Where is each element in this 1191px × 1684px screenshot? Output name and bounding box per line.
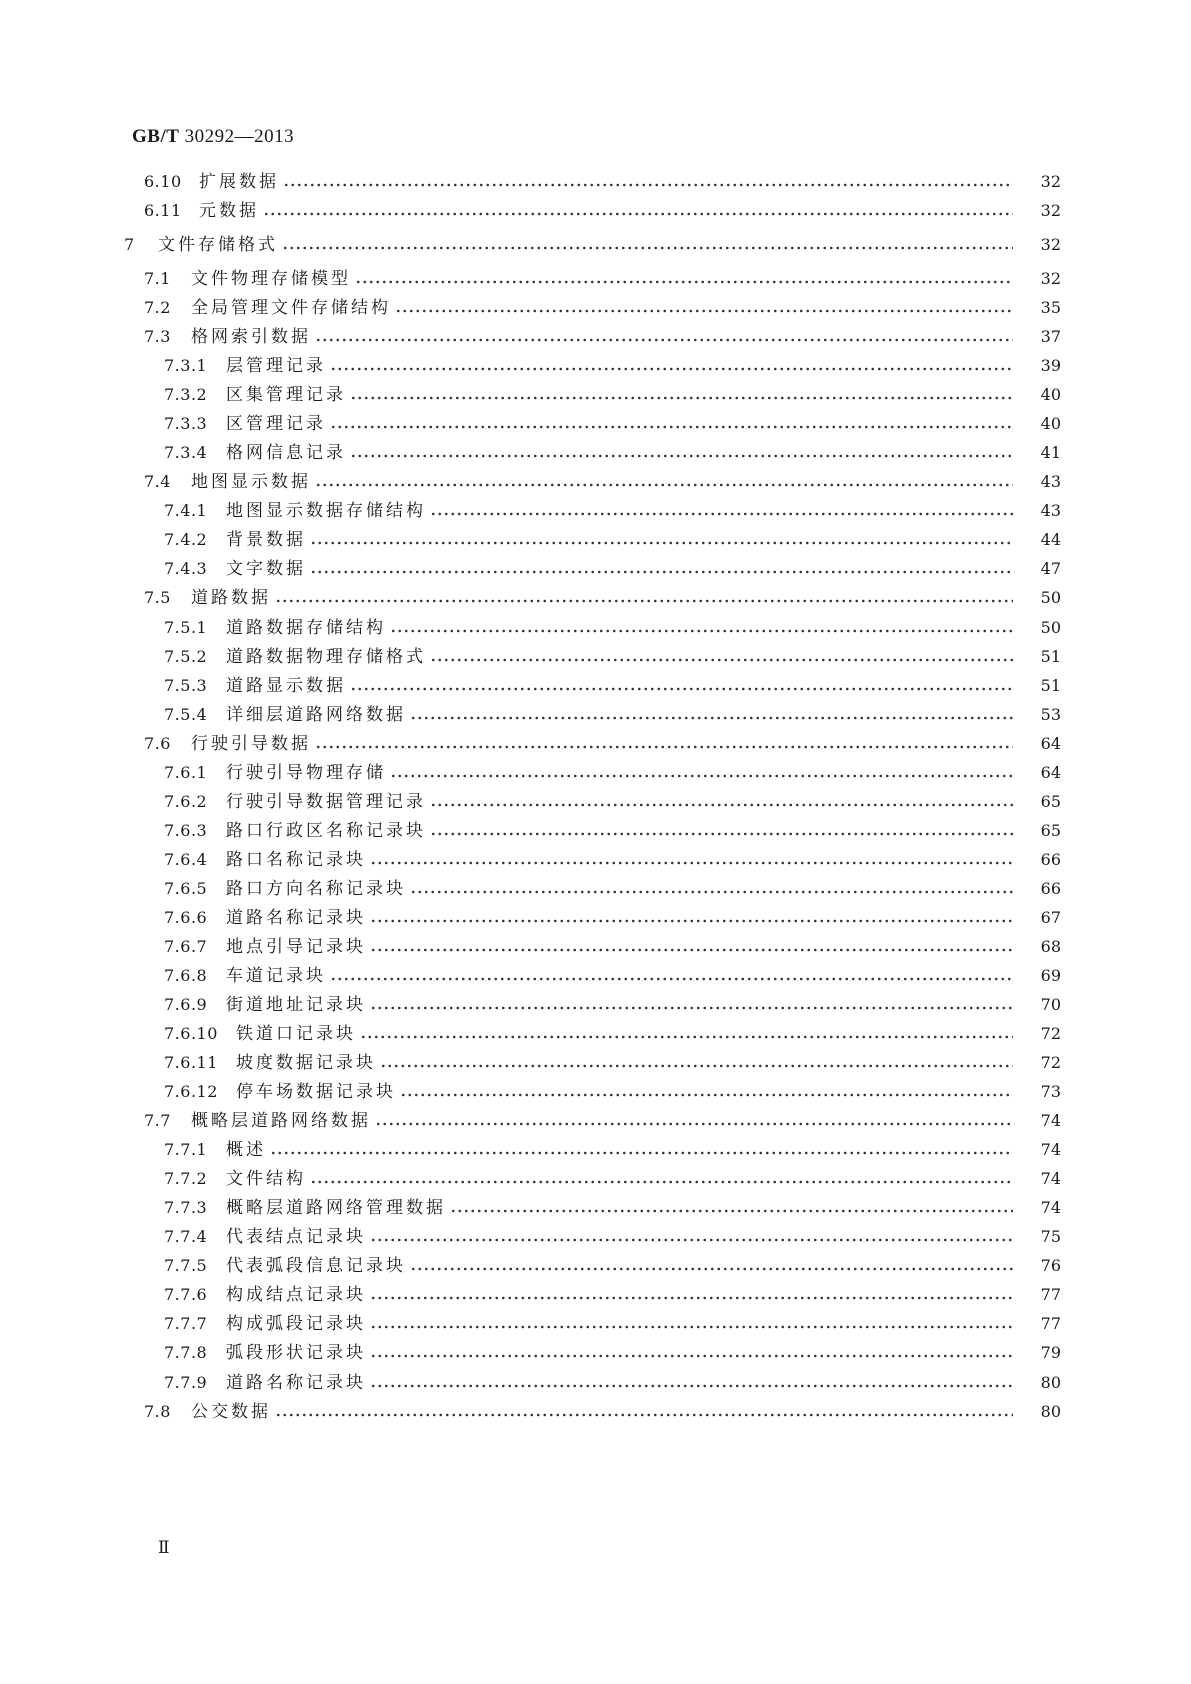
dot-leader <box>270 1151 1013 1155</box>
toc-entry-number: 7.4.3 <box>164 559 208 578</box>
toc-entry[interactable] <box>0 932 1191 958</box>
dot-leader <box>370 1296 1013 1300</box>
toc-entry-page: 72 <box>1040 1024 1061 1043</box>
toc-entry-title: 地点引导记录块 <box>226 937 366 957</box>
toc-entry-number: 6.11 <box>144 201 182 220</box>
toc-entry[interactable] <box>0 1193 1191 1219</box>
dot-leader <box>330 977 1013 981</box>
toc-entry-number: 7.3.2 <box>164 385 208 404</box>
dot-leader <box>395 309 1013 313</box>
toc-entry-number: 7.7 <box>144 1111 171 1130</box>
dot-leader <box>330 367 1013 371</box>
toc-entry-page: 43 <box>1040 472 1061 491</box>
toc-entry-page: 68 <box>1040 937 1061 956</box>
toc-entry-title: 概述 <box>226 1140 266 1160</box>
dot-leader <box>450 1209 1013 1213</box>
dot-leader <box>370 1238 1013 1242</box>
dot-leader <box>410 890 1013 894</box>
toc-entry-page: 53 <box>1040 705 1061 724</box>
toc-entry-number: 7.3.3 <box>164 414 208 433</box>
toc-entry[interactable] <box>0 1048 1191 1074</box>
toc-entry-page: 74 <box>1040 1169 1061 1188</box>
dot-leader <box>370 948 1013 952</box>
toc-entry-number: 7.3.1 <box>164 356 208 375</box>
toc-entry[interactable] <box>0 1251 1191 1277</box>
toc-entry-page: 77 <box>1040 1314 1061 1333</box>
toc-entry-page: 69 <box>1040 966 1061 985</box>
toc-entry-number: 7.4 <box>144 472 171 491</box>
toc-entry-number: 7.7.2 <box>164 1169 208 1188</box>
toc-entry-page: 65 <box>1040 792 1061 811</box>
toc-entry-title: 车道记录块 <box>226 966 326 986</box>
toc-entry-number: 7.7.5 <box>164 1256 208 1275</box>
toc-entry[interactable] <box>0 554 1191 580</box>
dot-leader <box>330 425 1013 429</box>
toc-entry-number: 7.7.6 <box>164 1285 208 1304</box>
dot-leader <box>410 716 1013 720</box>
toc-entry-number: 7.6.2 <box>164 792 208 811</box>
toc-entry-title: 区集管理记录 <box>226 385 346 405</box>
toc-entry-number: 7.5 <box>144 588 171 607</box>
toc-entry-number: 7.3 <box>144 327 171 346</box>
toc-entry-title: 路口方向名称记录块 <box>226 879 406 899</box>
toc-entry-number: 7.7.9 <box>164 1373 208 1392</box>
toc-entry-title: 地图显示数据 <box>191 472 311 492</box>
standard-number: 30292—2013 <box>184 126 295 147</box>
toc-entry-title: 道路名称记录块 <box>226 1373 366 1393</box>
toc-entry-number: 7.7.1 <box>164 1140 208 1159</box>
toc-entry[interactable] <box>0 903 1191 929</box>
dot-leader <box>283 183 1013 187</box>
toc-entry[interactable] <box>0 322 1191 348</box>
toc-entry-page: 40 <box>1040 385 1061 404</box>
toc-entry-number: 6.10 <box>144 172 182 191</box>
toc-entry-page: 72 <box>1040 1053 1061 1072</box>
dot-leader <box>310 1180 1013 1184</box>
dot-leader <box>410 1267 1013 1271</box>
toc-entry-page: 44 <box>1040 530 1061 549</box>
dot-leader <box>315 483 1013 487</box>
toc-entry-title: 文件存储格式 <box>158 235 278 255</box>
toc-entry-title: 公交数据 <box>191 1402 271 1422</box>
toc-entry[interactable] <box>0 1164 1191 1190</box>
dot-leader <box>310 570 1013 574</box>
toc-entry-number: 7.6.1 <box>164 763 208 782</box>
toc-entry-page: 51 <box>1040 647 1061 666</box>
toc-entry[interactable] <box>0 700 1191 726</box>
toc-entry-page: 79 <box>1040 1343 1061 1362</box>
toc-entry-title: 文字数据 <box>226 559 306 579</box>
toc-entry-page: 32 <box>1040 235 1061 254</box>
dot-leader <box>430 803 1013 807</box>
toc-entry-page: 65 <box>1040 821 1061 840</box>
dot-leader <box>350 454 1013 458</box>
dot-leader <box>370 861 1013 865</box>
dot-leader <box>370 1384 1013 1388</box>
toc-entry-page: 50 <box>1040 588 1061 607</box>
toc-entry[interactable] <box>0 496 1191 522</box>
toc-entry[interactable] <box>0 1077 1191 1103</box>
toc-entry-page: 32 <box>1040 172 1061 191</box>
toc-entry[interactable] <box>0 380 1191 406</box>
toc-entry-page: 70 <box>1040 995 1061 1014</box>
toc-entry[interactable] <box>0 1338 1191 1364</box>
toc-entry-title: 概略层道路网络数据 <box>191 1111 371 1131</box>
toc-entry-number: 7.5.3 <box>164 676 208 695</box>
toc-entry-title: 构成弧段记录块 <box>226 1314 366 1334</box>
toc-entry-title: 路口行政区名称记录块 <box>226 821 426 841</box>
toc-entry[interactable] <box>0 845 1191 871</box>
toc-entry-number: 7.6.8 <box>164 966 208 985</box>
toc-entry-title: 扩展数据 <box>199 172 279 192</box>
dot-leader <box>430 832 1013 836</box>
toc-entry[interactable] <box>0 787 1191 813</box>
toc-entry[interactable] <box>0 642 1191 668</box>
dot-leader <box>350 687 1013 691</box>
toc-entry[interactable] <box>0 583 1191 609</box>
toc-entry-title: 行驶引导物理存储 <box>226 763 386 783</box>
toc-entry-number: 7.6.12 <box>164 1082 218 1101</box>
toc-entry[interactable] <box>0 409 1191 435</box>
toc-entry-title: 道路显示数据 <box>226 676 346 696</box>
toc-entry-title: 区管理记录 <box>226 414 326 434</box>
toc-entry[interactable] <box>0 293 1191 319</box>
toc-entry-number: 7.6 <box>144 734 171 753</box>
dot-leader <box>370 1354 1013 1358</box>
toc-entry-title: 行驶引导数据管理记录 <box>226 792 426 812</box>
toc-entry[interactable] <box>0 816 1191 842</box>
toc-entry-title: 弧段形状记录块 <box>226 1343 366 1363</box>
dot-leader <box>390 629 1013 633</box>
toc-entry-number: 7.7.7 <box>164 1314 208 1333</box>
toc-entry-title: 构成结点记录块 <box>226 1285 366 1305</box>
toc-entry-page: 51 <box>1040 676 1061 695</box>
toc-entry-title: 代表弧段信息记录块 <box>226 1256 406 1276</box>
toc-entry-number: 7.6.7 <box>164 937 208 956</box>
toc-entry-number: 7.1 <box>144 269 171 288</box>
dot-leader <box>282 246 1013 250</box>
toc-entry-title: 道路名称记录块 <box>226 908 366 928</box>
toc-entry-title: 街道地址记录块 <box>226 995 366 1015</box>
toc-entry[interactable] <box>0 264 1191 290</box>
dot-leader <box>275 1413 1013 1417</box>
toc-entry-page: 76 <box>1040 1256 1061 1275</box>
toc-entry[interactable] <box>0 167 1191 193</box>
toc-entry-title: 格网索引数据 <box>191 327 311 347</box>
toc-entry-page: 64 <box>1040 763 1061 782</box>
toc-entry-page: 40 <box>1040 414 1061 433</box>
toc-entry-page: 80 <box>1040 1373 1061 1392</box>
toc-entry[interactable] <box>0 990 1191 1016</box>
dot-leader <box>400 1093 1013 1097</box>
toc-entry-number: 7.6.9 <box>164 995 208 1014</box>
dot-leader <box>360 1035 1013 1039</box>
dot-leader <box>275 599 1013 603</box>
toc-entry[interactable] <box>0 874 1191 900</box>
toc-entry-number: 7.2 <box>144 298 171 317</box>
toc-entry[interactable] <box>0 1397 1191 1423</box>
toc-entry[interactable] <box>0 1019 1191 1045</box>
toc-entry-page: 74 <box>1040 1198 1061 1217</box>
toc-entry-title: 代表结点记录块 <box>226 1227 366 1247</box>
dot-leader <box>430 658 1013 662</box>
toc-entry-page: 50 <box>1040 618 1061 637</box>
toc-entry-page: 39 <box>1040 356 1061 375</box>
toc-entry-page: 47 <box>1040 559 1061 578</box>
dot-leader <box>315 745 1013 749</box>
toc-entry-number: 7.6.3 <box>164 821 208 840</box>
toc-entry[interactable] <box>0 729 1191 755</box>
toc-entry-title: 地图显示数据存储结构 <box>226 501 426 521</box>
toc-entry-page: 35 <box>1040 298 1061 317</box>
toc-entry-title: 道路数据存储结构 <box>226 618 386 638</box>
toc-entry-title: 文件结构 <box>226 1169 306 1189</box>
toc-entry-page: 80 <box>1040 1402 1061 1421</box>
toc-entry-title: 坡度数据记录块 <box>236 1053 376 1073</box>
toc-entry-number: 7.4.2 <box>164 530 208 549</box>
toc-entry-number: 7.3.4 <box>164 443 208 462</box>
toc-entry-page: 74 <box>1040 1140 1061 1159</box>
dot-leader <box>370 919 1013 923</box>
toc-entry-page: 66 <box>1040 850 1061 869</box>
toc-entry[interactable] <box>0 1106 1191 1132</box>
dot-leader <box>390 774 1013 778</box>
toc-entry[interactable] <box>0 230 1191 256</box>
toc-entry-title: 停车场数据记录块 <box>236 1082 396 1102</box>
toc-entry[interactable] <box>0 1280 1191 1306</box>
toc-entry-page: 73 <box>1040 1082 1061 1101</box>
toc-entry-title: 道路数据物理存储格式 <box>226 647 426 667</box>
toc-entry-page: 41 <box>1040 443 1061 462</box>
toc-entry-number: 7.5.2 <box>164 647 208 666</box>
toc-entry-number: 7.6.5 <box>164 879 208 898</box>
toc-entry-page: 77 <box>1040 1285 1061 1304</box>
toc-entry-title: 格网信息记录 <box>226 443 346 463</box>
dot-leader <box>310 541 1013 545</box>
dot-leader <box>263 212 1013 216</box>
toc-entry-number: 7 <box>124 235 135 254</box>
toc-entry[interactable] <box>0 1222 1191 1248</box>
toc-entry-number: 7.6.11 <box>164 1053 218 1072</box>
toc-entry-number: 7.6.6 <box>164 908 208 927</box>
toc-entry-number: 7.5.1 <box>164 618 208 637</box>
dot-leader <box>380 1064 1013 1068</box>
standard-code: GB/T <box>132 126 180 147</box>
toc-entry[interactable] <box>0 467 1191 493</box>
dot-leader <box>370 1006 1013 1010</box>
toc-entry-number: 7.6.4 <box>164 850 208 869</box>
toc-entry-title: 道路数据 <box>191 588 271 608</box>
toc-entry-title: 行驶引导数据 <box>191 734 311 754</box>
toc-entry-title: 全局管理文件存储结构 <box>191 298 391 318</box>
toc-entry[interactable] <box>0 351 1191 377</box>
toc-entry[interactable] <box>0 438 1191 464</box>
toc-entry-title: 铁道口记录块 <box>236 1024 356 1044</box>
toc-entry-title: 文件物理存储模型 <box>191 269 351 289</box>
toc-entry-page: 64 <box>1040 734 1061 753</box>
toc-entry[interactable] <box>0 671 1191 697</box>
toc-entry-page: 67 <box>1040 908 1061 927</box>
page-number-footer: Ⅱ <box>158 1538 170 1558</box>
toc-entry-title: 元数据 <box>199 201 259 221</box>
toc-entry-number: 7.6.10 <box>164 1024 218 1043</box>
toc-entry[interactable] <box>0 613 1191 639</box>
toc-entry[interactable] <box>0 961 1191 987</box>
dot-leader <box>430 512 1013 516</box>
dot-leader <box>315 338 1013 342</box>
toc-entry-page: 66 <box>1040 879 1061 898</box>
dot-leader <box>370 1325 1013 1329</box>
toc-entry-title: 背景数据 <box>226 530 306 550</box>
toc-entry-page: 32 <box>1040 201 1061 220</box>
toc-entry[interactable] <box>0 1309 1191 1335</box>
toc-entry-number: 7.8 <box>144 1402 171 1421</box>
toc-entry[interactable] <box>0 525 1191 551</box>
toc-entry-page: 43 <box>1040 501 1061 520</box>
dot-leader <box>375 1122 1013 1126</box>
toc-entry-page: 32 <box>1040 269 1061 288</box>
toc-entry[interactable] <box>0 758 1191 784</box>
toc-entry-number: 7.4.1 <box>164 501 208 520</box>
toc-entry-number: 7.5.4 <box>164 705 208 724</box>
toc-entry-page: 37 <box>1040 327 1061 346</box>
toc-entry[interactable] <box>0 1135 1191 1161</box>
toc-entry-title: 详细层道路网络数据 <box>226 705 406 725</box>
toc-entry[interactable] <box>0 196 1191 222</box>
dot-leader <box>350 396 1013 400</box>
toc-entry-number: 7.7.4 <box>164 1227 208 1246</box>
toc-entry-title: 路口名称记录块 <box>226 850 366 870</box>
toc-entry-number: 7.7.8 <box>164 1343 208 1362</box>
toc-entry-title: 层管理记录 <box>226 356 326 376</box>
toc-entry-number: 7.7.3 <box>164 1198 208 1217</box>
toc-entry-page: 74 <box>1040 1111 1061 1130</box>
dot-leader <box>355 280 1013 284</box>
toc-entry-page: 75 <box>1040 1227 1061 1246</box>
toc-entry-title: 概略层道路网络管理数据 <box>226 1198 446 1218</box>
toc-entry[interactable] <box>0 1368 1191 1394</box>
